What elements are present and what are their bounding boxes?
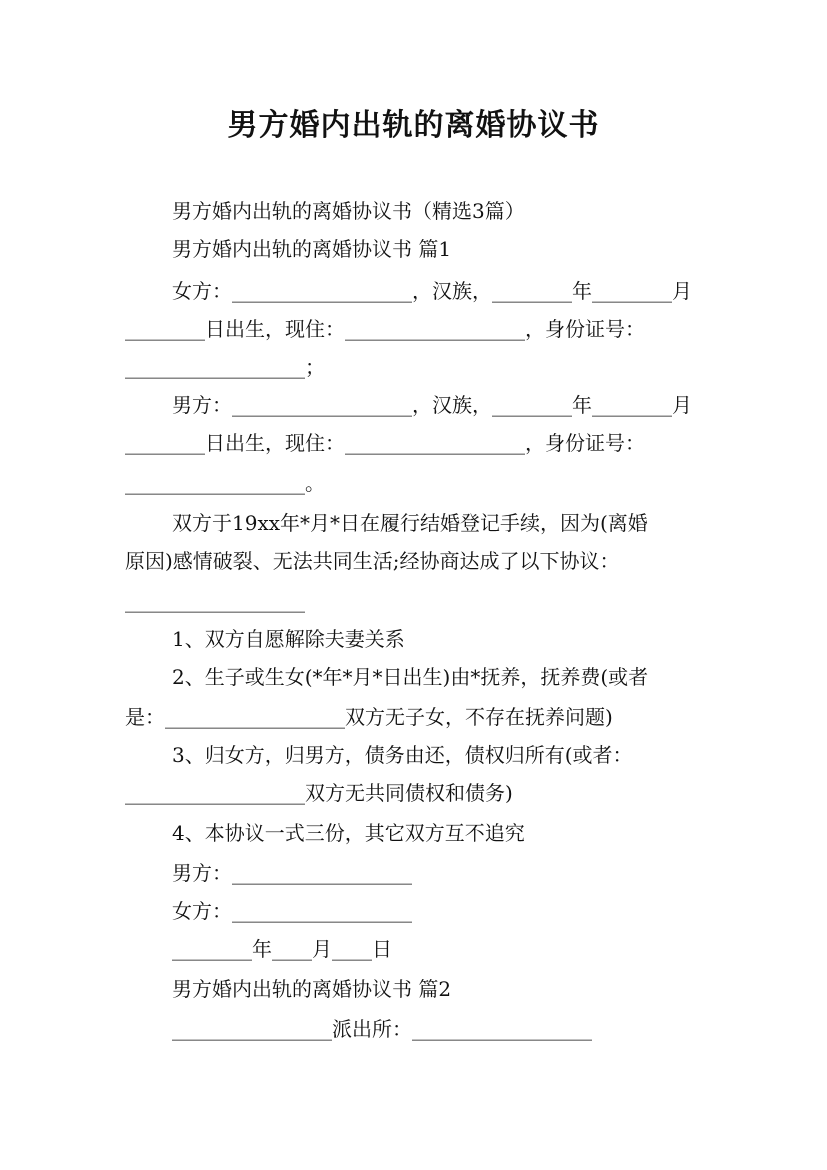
police-station-line: ________________派出所：__________________ bbox=[172, 1017, 592, 1041]
female-info-line-2: ________日出生，现住：__________________，身份证号： bbox=[125, 317, 645, 341]
signature-male: 男方：__________________ bbox=[172, 861, 412, 885]
article-1-heading: 男方婚内出轨的离婚协议书 篇1 bbox=[172, 237, 452, 261]
document-title: 男方婚内出轨的离婚协议书 bbox=[227, 108, 600, 143]
clause-4: 4、本协议一式三份，其它双方互不追究 bbox=[172, 821, 525, 845]
signature-date: ________年____月____日 bbox=[172, 937, 392, 961]
clause-2-line-2: 是：__________________双方无子女，不存在抚养问题) bbox=[125, 705, 613, 729]
intro-line-2: 原因)感情破裂、无法共同生活;经协商达成了以下协议： bbox=[125, 549, 620, 573]
intro-line-1: 双方于19xx年*月*日在履行结婚登记手续，因为(离婚 bbox=[172, 511, 648, 535]
clause-3-line-2: __________________双方无共同债权和债务) bbox=[125, 781, 513, 805]
article-2-heading: 男方婚内出轨的离婚协议书 篇2 bbox=[172, 977, 452, 1001]
female-info-line-3: __________________； bbox=[125, 355, 325, 379]
clause-2-line-1: 2、生子或生女(*年*月*日出生)由*抚养，抚养费(或者 bbox=[172, 665, 649, 689]
collection-heading: 男方婚内出轨的离婚协议书（精选3篇） bbox=[172, 199, 525, 223]
female-info-line-1: 女方：__________________，汉族，________年________月 bbox=[172, 279, 692, 303]
clause-3-line-1: 3、归女方，归男方，债务由还，债权归所有(或者： bbox=[172, 743, 633, 767]
intro-line-3: __________________ bbox=[125, 589, 305, 613]
male-info-line-2: ________日出生，现住：__________________，身份证号： bbox=[125, 431, 645, 455]
signature-female: 女方：__________________ bbox=[172, 899, 412, 923]
male-info-line-1: 男方：__________________，汉族，________年________月 bbox=[172, 393, 692, 417]
male-info-line-3: __________________。 bbox=[125, 471, 325, 495]
clause-1: 1、双方自愿解除夫妻关系 bbox=[172, 627, 405, 651]
